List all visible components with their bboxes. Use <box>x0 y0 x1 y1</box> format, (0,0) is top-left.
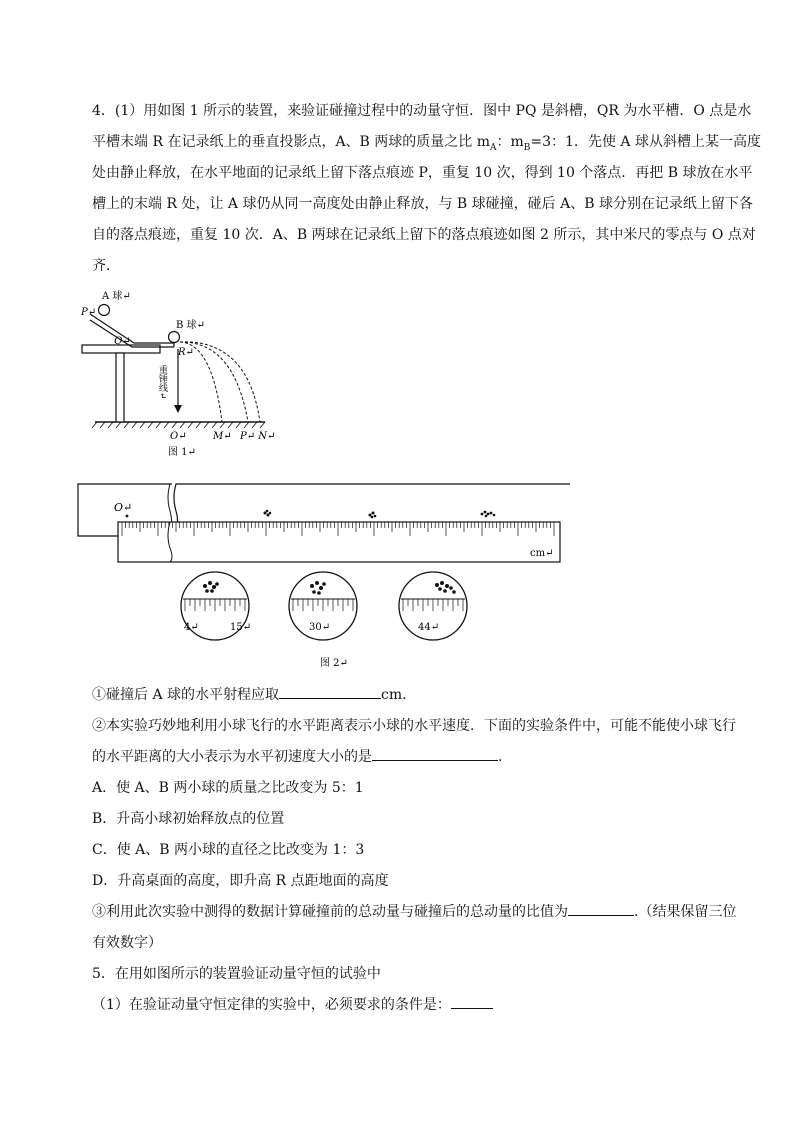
option-c: C．使 A、B 两小球的直径之比改变为 1：3 <box>92 842 365 858</box>
figure-2-caption: 图 2↵ <box>320 658 348 669</box>
q4-line-1: 4．(1）用如图 1 所示的装置，来验证碰撞过程中的动量守恒．图中 PQ 是斜槽，QR 为水平槽．O 点是水 <box>92 103 752 119</box>
answer-blank-4[interactable] <box>451 992 493 1009</box>
q4-sub3-line2: 有效数字） <box>92 935 162 951</box>
q4-line-4: 槽上的末端 R 处，让 A 球仍从同一高度处由静止释放，与 B 球碰撞，碰后 A、B 球分别在记录纸上留下各 <box>92 196 753 212</box>
figure-1-caption: 图 1↵ <box>168 447 196 458</box>
q4-sub1-unit: cm. <box>381 687 407 703</box>
point-o <box>126 515 129 518</box>
q4-line-3: 处由静止释放，在水平地面的记录纸上留下落点痕迹 P，重复 10 次，得到 10 个落点．再把 B 球放在水平 <box>92 165 753 181</box>
zoom2-label: 30↵ <box>309 622 331 633</box>
landing-cluster-n <box>481 511 496 518</box>
option-d: D．升高桌面的高度，即升高 R 点距地面的高度 <box>92 873 389 889</box>
answer-blank-2[interactable] <box>372 744 498 761</box>
zoom1-left-label: 4↵ <box>184 622 199 633</box>
landing-cluster-m <box>264 510 272 517</box>
zoom3-label: 44↵ <box>418 622 440 633</box>
q4-sub3-note: .（结果保留三位 <box>634 904 737 920</box>
figure-1 <box>70 285 300 460</box>
zoom-circle-m <box>181 572 251 640</box>
label-ball-b: B 球↵ <box>176 320 205 331</box>
option-b: B．升高小球初始释放点的位置 <box>92 811 285 827</box>
ground-hatch <box>92 422 265 428</box>
q4-line-2-tail: =3：1．先使 A 球从斜槽上某一高度 <box>530 134 761 150</box>
landing-cluster-p <box>369 512 377 519</box>
q4-sub3-text: ③利用此次实验中测得的数据计算碰撞前的总动量与碰撞后的总动量的比值为 <box>92 904 568 920</box>
label-plumb: 重锤线↵ <box>157 365 167 400</box>
q4-line-5: 自的落点痕迹，重复 10 次．A、B 两球在记录纸上留下的落点痕迹如图 2 所示，其中米尺的零点与 O 点对 <box>92 227 756 243</box>
ruler-unit: cm↵ <box>530 548 554 559</box>
meter-ruler <box>118 522 560 562</box>
q4-line-6: 齐． <box>92 258 120 274</box>
ball-a <box>99 305 110 316</box>
zoom-circle-p <box>289 572 357 640</box>
q4-sub2-text: 的水平距离的大小表示为水平初速度大小的是 <box>92 749 372 765</box>
answer-blank-1[interactable] <box>279 682 381 699</box>
q5-part1 <box>92 990 732 1021</box>
label-o-point: O↵ <box>114 501 133 514</box>
label-r: R↵ <box>178 347 194 358</box>
q4-sub2-line1: ②本实验巧妙地利用小球飞行的水平距离表示小球的水平速度．下面的实验条件中，可能不能使小球飞行 <box>92 718 736 734</box>
q4-sub1 <box>92 680 732 711</box>
q4-sub1-text: ①碰撞后 A 球的水平射程应取 <box>92 687 280 703</box>
q4-line-2-mid: ：m <box>496 134 524 150</box>
label-p: P↵ <box>81 307 97 318</box>
plumb-arrow <box>174 405 182 413</box>
q4-line-2-text: 平槽末端 R 在记录纸上的垂直投影点，A、B 两球的质量之比 m <box>92 134 491 150</box>
label-pn: P↵ N↵ <box>240 431 276 442</box>
q4-sub2-line2 <box>92 742 732 773</box>
mass-sub-b: B <box>523 142 531 153</box>
chute <box>90 314 174 347</box>
q4-sub3 <box>92 897 737 928</box>
option-a: A．使 A、B 两小球的质量之比改变为 5：1 <box>92 780 364 796</box>
table-leg <box>116 353 124 422</box>
q5-title: 5．在用如图所示的装置验证动量守恒的试验中 <box>92 966 381 982</box>
label-ball-a: A 球↵ <box>102 291 131 302</box>
zoom1-right-label: 15↵ <box>230 622 252 633</box>
label-m: M↵ <box>213 431 232 442</box>
zoom-circle-n <box>399 572 467 640</box>
mass-sub-a: A <box>490 142 497 153</box>
figure-2 <box>70 478 570 673</box>
q4-sub2-end: . <box>498 749 503 765</box>
label-o: O↵ <box>170 431 187 442</box>
label-q: Q↵ <box>114 336 131 347</box>
q5-part1-text: （1）在验证动量守恒定律的实验中，必须要求的条件是： <box>92 997 451 1013</box>
ball-b <box>169 332 180 343</box>
answer-blank-3[interactable] <box>568 899 634 916</box>
